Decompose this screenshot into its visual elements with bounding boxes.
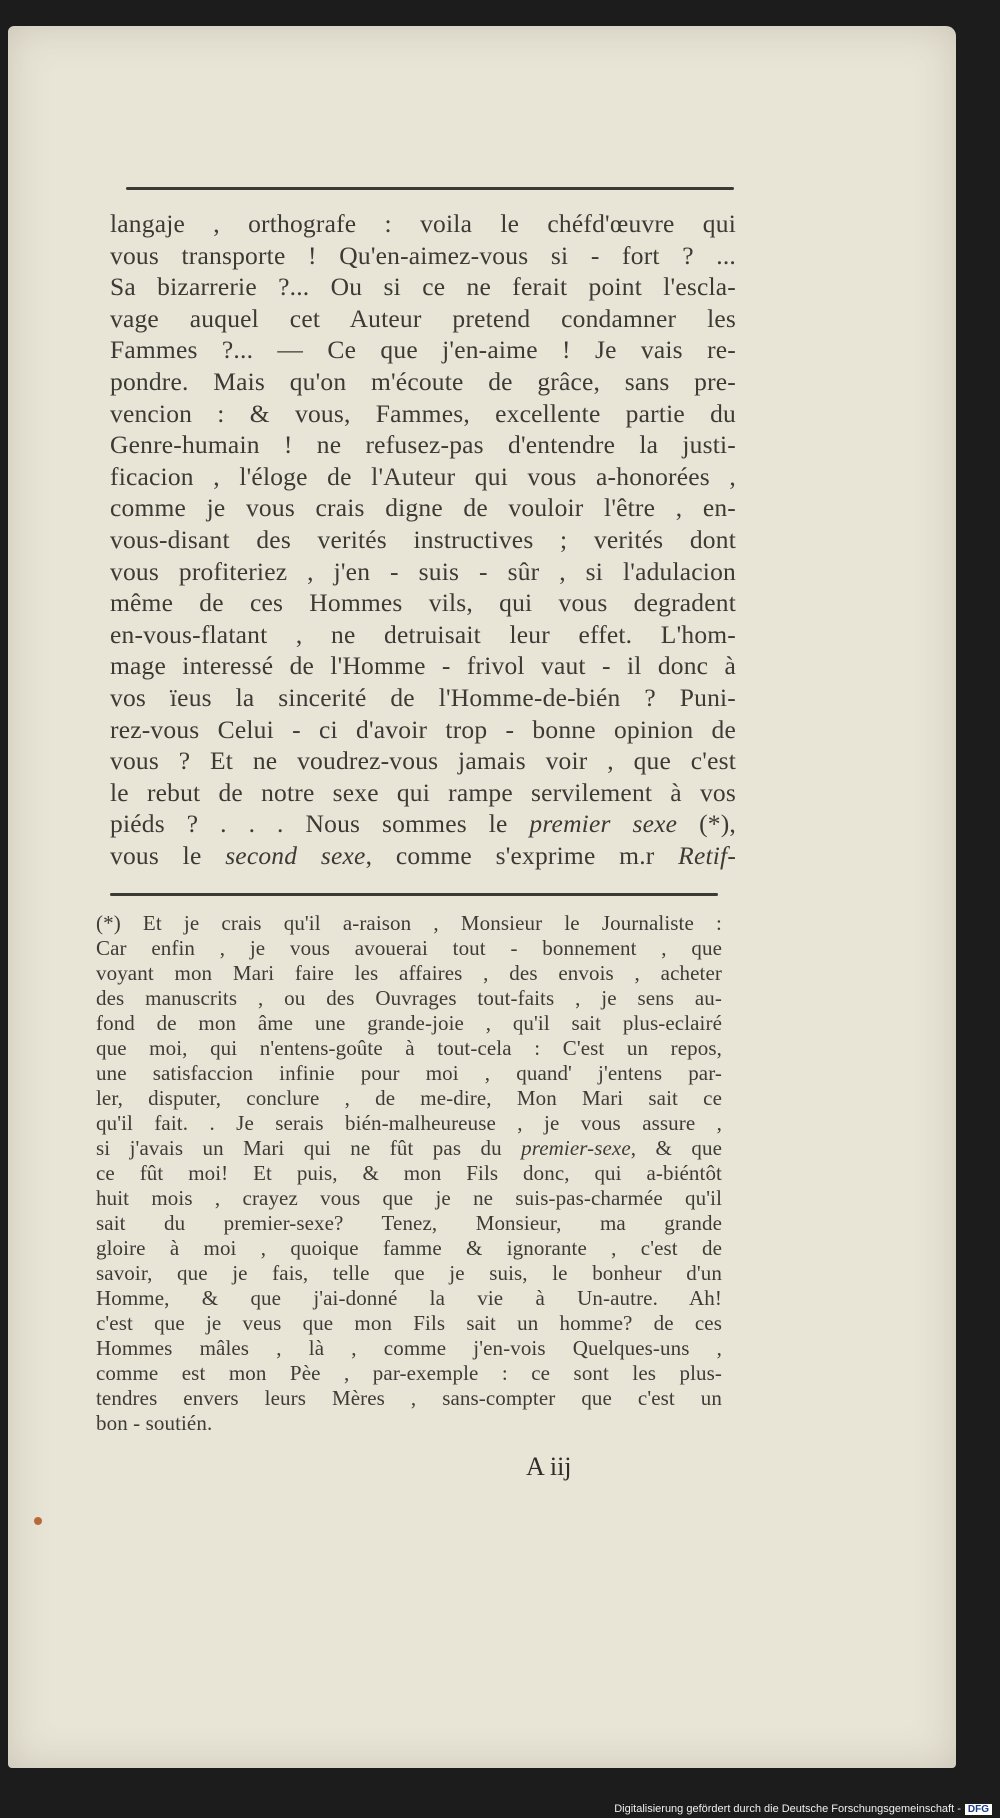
text-segment: si j'avais un Mari qui ne fût pas du	[96, 1136, 502, 1160]
text-segment: , & que	[630, 1136, 723, 1160]
footnote-line: Homme, & que j'ai-donné la vie à Un-autre. Ah!	[96, 1286, 722, 1310]
footnote-line: c'est que je veus que mon Fils sait un homme? de ces	[96, 1311, 722, 1335]
text-line: pondre. Mais qu'on m'écoute de grâce, sans pre-	[110, 366, 736, 396]
text-line: le rebut de notre sexe qui rampe servilement à vos	[110, 777, 736, 807]
footnote-line: une satisfaccion infinie pour moi , quand' j'entens par-	[96, 1061, 722, 1085]
footnote-line: que moi, qui n'entens-goûte à tout-cela : C'est un repos,	[96, 1036, 722, 1060]
text-line: en-vous-flatant , ne detruisait leur effet. L'hom-	[110, 619, 736, 649]
footnote-line: ler, disputer, conclure , de me-dire, Mon Mari sait ce	[96, 1086, 722, 1110]
footnote-line: ce fût moi! Et puis, & mon Fils donc, qui a-biéntôt	[96, 1161, 722, 1185]
text-line: vous transporte ! Qu'en-aimez-vous si - fort ? ...	[110, 240, 736, 270]
footnote-line: tendres envers leurs Mères , sans-compter que c'est un	[96, 1386, 722, 1410]
footnote-line	[96, 1136, 722, 1161]
footnote-line: Hommes mâles , là , comme j'en-vois Quelques-uns ,	[96, 1336, 722, 1360]
text-line: comme je vous crais digne de vouloir l'être , en-	[110, 493, 736, 523]
text-line: rez-vous Celui - ci d'avoir trop - bonne opinion de	[110, 714, 736, 744]
text-segment: piéds ? . . . Nous sommes le	[110, 809, 508, 839]
footnote-line: gloire à moi , quoique famme & ignorante , c'est de	[96, 1236, 722, 1260]
footnote-line: fond de mon âme une grande-joie , qu'il sait plus-eclairé	[96, 1011, 722, 1035]
text-line: langaje , orthografe : voila le chéfd'œuvre qui	[110, 209, 736, 238]
digitization-credit	[614, 1803, 992, 1815]
text-line: ficacion , l'éloge de l'Auteur qui vous a-honorées ,	[110, 461, 736, 491]
text-line	[110, 808, 736, 840]
footnote-line: des manuscrits , ou des Ouvrages tout-faits , je sens au-	[96, 986, 722, 1010]
footnote-line: qu'il fait. . Je serais bién-malheureuse , je vous assure ,	[96, 1111, 722, 1135]
text-line	[110, 840, 736, 872]
credit-text: Digitalisierung gefördert durch die Deutsche Forschungsgemeinschaft -	[614, 1803, 961, 1815]
text-line: Fammes ?... — Ce que j'en-aime ! Je vais re-	[110, 335, 736, 365]
signature-mark: A iij	[526, 1452, 572, 1481]
top-rule	[126, 187, 734, 190]
footnote-line: sait du premier-sexe? Tenez, Monsieur, ma grande	[96, 1211, 722, 1235]
italic-term: Retif-	[678, 840, 737, 870]
italic-term: second sexe	[225, 840, 366, 870]
text-line: vos ïeus la sincerité de l'Homme-de-bién ? Puni-	[110, 682, 736, 712]
footnote-line: comme est mon Pèe , par-exemple : ce sont les plus-	[96, 1361, 722, 1385]
footnote-line: savoir, que je fais, telle que je suis, le bonheur d'un	[96, 1261, 722, 1285]
text-segment: , comme s'exprime m.r	[365, 840, 655, 870]
text-line: mage interessé de l'Homme - frivol vaut - il donc à	[110, 651, 736, 681]
italic-term: premier sexe	[529, 809, 678, 839]
text-line: vous ? Et ne voudrez-vous jamais voir , que c'est	[110, 746, 736, 776]
footnote-line: (*) Et je crais qu'il a-raison , Monsieur le Journaliste :	[96, 911, 722, 935]
text-line: vencion : & vous, Fammes, excellente partie du	[110, 398, 736, 428]
footnote-marker: (*),	[677, 809, 736, 839]
dfg-logo: DFG	[965, 1804, 992, 1815]
footnote-line: Car enfin , je vous avouerai tout - bonnement , que	[96, 936, 722, 960]
italic-term: premier-sexe	[521, 1136, 631, 1160]
text-line: Sa bizarrerie ?... Ou si ce ne ferait point l'escla-	[110, 272, 736, 302]
text-line: même de ces Hommes vils, qui vous degradent	[110, 588, 736, 618]
text-line: Genre-humain ! ne refusez-pas d'entendre la justi-	[110, 430, 736, 460]
footnote-line: huit mois , crayez vous que je ne suis-pas-charmée qu'il	[96, 1186, 722, 1210]
text-line: vous-disant des verités instructives ; verités dont	[110, 524, 736, 554]
text-segment: vous le	[110, 840, 202, 870]
text-line: vage auquel cet Auteur pretend condamner les	[110, 303, 736, 333]
footnote	[96, 911, 722, 1436]
main-text	[110, 208, 736, 871]
footnote-line: voyant mon Mari faire les affaires , des envois , acheter	[96, 961, 722, 985]
paper-stain	[34, 1517, 42, 1525]
text-line: vous profiteriez , j'en - suis - sûr , si l'adulacion	[110, 556, 736, 586]
footnote-rule	[110, 893, 718, 896]
footnote-line: bon - soutién.	[96, 1411, 213, 1435]
